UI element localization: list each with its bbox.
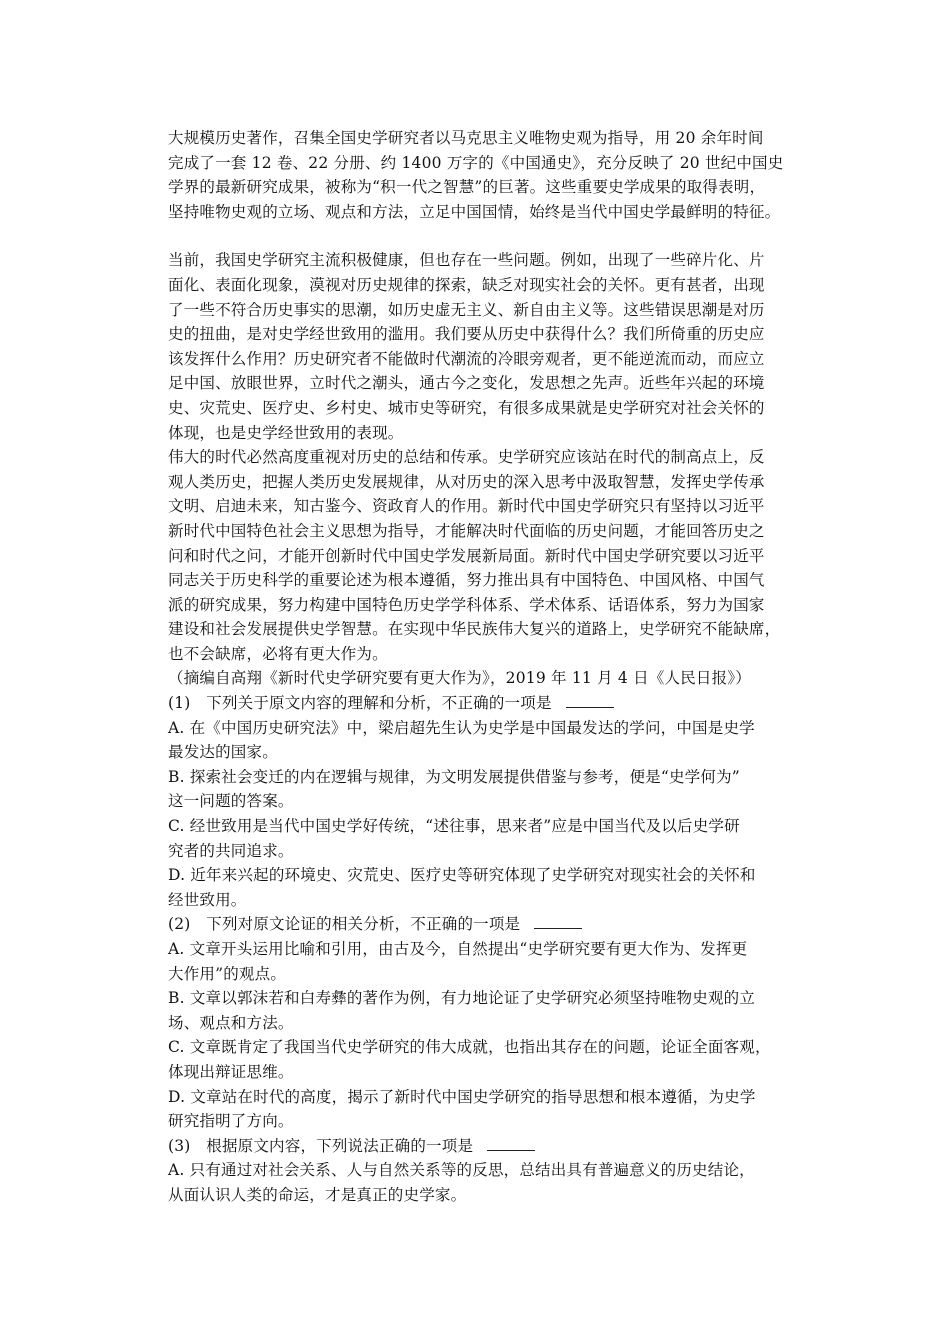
- option-line: 经世致用。: [168, 890, 247, 909]
- option-line: A. 在《中国历史研究法》中，梁启超先生认为史学是中国最发达的学问，中国是史学: [168, 718, 755, 737]
- text-line: 文明、启迪未来，知古鉴今、资政育人的作用。新时代中国史学研究只有坚持以习近平: [168, 497, 765, 516]
- question-1: [168, 691, 808, 912]
- paragraph-2: [168, 248, 808, 445]
- option-a[interactable]: [168, 937, 808, 986]
- option-line: 体现出辩证思维。: [168, 1062, 294, 1081]
- option-line: 场、观点和方法。: [168, 1013, 294, 1032]
- option-b[interactable]: [168, 765, 808, 814]
- text-line: 派的研究成果，努力构建中国特色历史学学科体系、学术体系、话语体系，努力为国家: [168, 595, 765, 614]
- option-line: 这一问题的答案。: [168, 792, 294, 811]
- text-line: 也不会缺席，必将有更大作为。: [168, 644, 388, 663]
- text-line: 该发挥什么作用？历史研究者不能做时代潮流的冷眼旁观者，更不能逆流而动，而应立: [168, 349, 765, 368]
- text-line: 史、灾荒史、医疗史、乡村史、城市史等研究，有很多成果就是史学研究对社会关怀的: [168, 398, 765, 417]
- question-stem-row: [168, 691, 808, 716]
- text-line: 当前，我国史学研究主流积极健康，但也存在一些问题。例如，出现了一些碎片化、片: [168, 251, 765, 270]
- option-line: 究者的共同追求。: [168, 841, 294, 860]
- option-line: 最发达的国家。: [168, 743, 278, 762]
- paragraph-1: [168, 126, 808, 224]
- text-line: 建设和社会发展提供史学智慧。在实现中华民族伟大复兴的道路上，史学研究不能缺席，: [168, 620, 781, 639]
- answer-blank[interactable]: [487, 1136, 535, 1151]
- option-line: 研究指明了方向。: [168, 1112, 294, 1131]
- text-line: 面化、表面化现象，漠视对历史规律的探索，缺乏对现实社会的关怀。更有甚者，出现: [168, 275, 765, 294]
- option-line: B. 探索社会变迁的内在逻辑与规律，为文明发展提供借鉴与参考，便是“史学何为”: [168, 767, 740, 786]
- text-line: 同志关于历史科学的重要论述为根本遵循，努力推出具有中国特色、中国风格、中国气: [168, 571, 765, 590]
- option-c[interactable]: [168, 814, 808, 863]
- option-line: B. 文章以郭沫若和白寿彝的著作为例，有力地论证了史学研究必须坚持唯物史观的立: [168, 989, 756, 1008]
- option-line: A. 文章开头运用比喻和引用，由古及今，自然提出“史学研究要有更大作为、发挥更: [168, 940, 748, 958]
- option-line: 大作用”的观点。: [168, 964, 287, 983]
- option-a[interactable]: [168, 716, 808, 765]
- option-line: 从面认识人类的命运，才是真正的史学家。: [168, 1185, 467, 1204]
- text-line: 观人类历史，把握人类历史发展规律，从对历史的深入思考中汲取智慧，发挥史学传承: [168, 472, 765, 491]
- answer-blank[interactable]: [566, 693, 614, 708]
- option-c[interactable]: [168, 1035, 808, 1084]
- text-line: 了一些不符合历史事实的思潮，如历史虚无主义、新自由主义等。这些错误思潮是对历: [168, 300, 765, 319]
- text-line: 伟大的时代必然高度重视对历史的总结和传承。史学研究应该站在时代的制高点上，反: [168, 448, 765, 467]
- option-line: D. 文章站在时代的高度，揭示了新时代中国史学研究的指导思想和根本遵循，为史学: [168, 1087, 756, 1106]
- question-3: [168, 1134, 808, 1208]
- question-stem-row: [168, 1134, 808, 1159]
- question-stem: (1) 下列关于原文内容的理解和分析，不正确的一项是: [168, 694, 552, 713]
- option-line: A. 只有通过对社会关系、人与自然关系等的反思，总结出具有普遍意义的历史结论，: [168, 1161, 755, 1180]
- paragraph-3: [168, 445, 808, 666]
- text-line: 体现，也是史学经世致用的表现。: [168, 423, 404, 442]
- text-line: 大规模历史著作，召集全国史学研究者以马克思主义唯物史观为指导，用 20 余年时间: [168, 129, 764, 147]
- document-content: [168, 126, 808, 1208]
- question-stem: (3) 根据原文内容，下列说法正确的一项是: [168, 1136, 474, 1155]
- text-line: 坚持唯物史观的立场、观点和方法，立足中国国情，始终是当代中国史学最鲜明的特征。: [168, 202, 781, 221]
- source-citation: （摘编自高翔《新时代史学研究要有更大作为》，2019 年 11 月 4 日《人民日报》）: [168, 669, 751, 688]
- question-2: [168, 912, 808, 1133]
- option-d[interactable]: [168, 863, 808, 912]
- text-line: 新时代中国特色社会主义思想为指导，才能解决时代面临的历史问题，才能回答历史之: [168, 521, 765, 540]
- text-line: 问和时代之问，才能开创新时代中国史学发展新局面。新时代中国史学研究要以习近平: [168, 546, 765, 565]
- paragraph-gap: [168, 224, 808, 248]
- answer-blank[interactable]: [534, 914, 582, 929]
- option-line: C. 经世致用是当代中国史学好传统，“述往事，思来者”应是中国当代及以后史学研: [168, 817, 740, 836]
- text-line: 完成了一套 12 卷、22 分册、约 1400 万字的《中国通史》，充分反映了 20 世纪中国史: [168, 153, 784, 172]
- option-d[interactable]: [168, 1085, 808, 1134]
- option-b[interactable]: [168, 986, 808, 1035]
- option-line: D. 近年来兴起的环境史、灾荒史、医疗史等研究体现了史学研究对现实社会的关怀和: [168, 866, 756, 885]
- text-line: 学界的最新研究成果，被称为“积一代之智慧”的巨著。这些重要史学成果的取得表明，: [168, 178, 766, 197]
- question-stem: (2) 下列对原文论证的相关分析，不正确的一项是: [168, 915, 521, 934]
- question-stem-row: [168, 912, 808, 937]
- text-line: 足中国、放眼世界，立时代之潮头，通古今之变化，发思想之先声。近些年兴起的环境: [168, 374, 765, 393]
- option-line: C. 文章既肯定了我国当代史学研究的伟大成就，也指出其存在的问题，论证全面客观，: [168, 1038, 771, 1057]
- text-line: 史的扭曲，是对史学经世致用的滥用。我们要从历史中获得什么？我们所倚重的历史应: [168, 325, 765, 344]
- option-a[interactable]: [168, 1158, 808, 1207]
